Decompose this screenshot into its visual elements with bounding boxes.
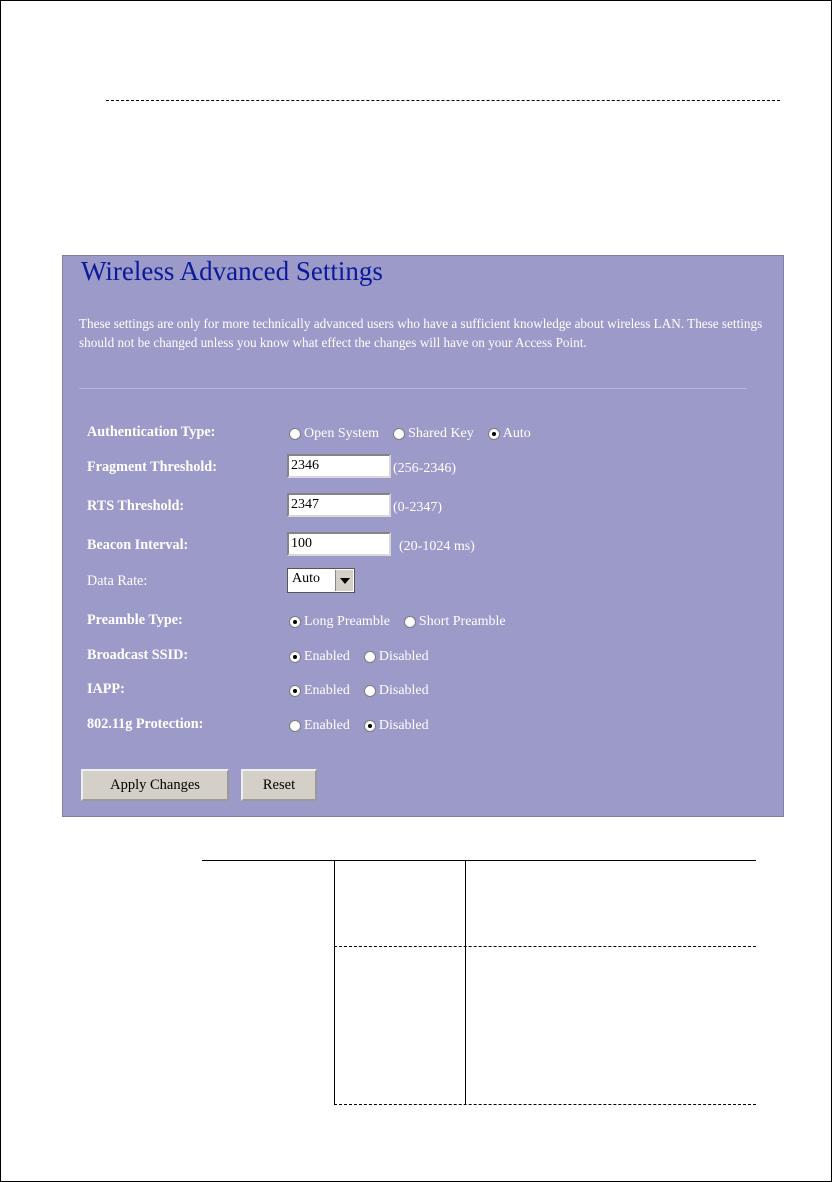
apply-changes-button[interactable]: Apply Changes	[81, 769, 229, 801]
rts-threshold-hint: (0-2347)	[393, 500, 442, 515]
data-rate-row	[63, 567, 783, 599]
radio-long-preamble[interactable]	[289, 616, 301, 628]
beacon-interval-hint: (20-1024 ms)	[399, 539, 475, 554]
data-rate-label: Data Rate:	[87, 573, 148, 589]
broadcast-ssid-radio-group	[289, 641, 443, 673]
auth-type-option-auto[interactable]	[488, 418, 531, 450]
table-left-border	[334, 860, 335, 1104]
auth-type-option-shared-key[interactable]	[393, 418, 474, 450]
radio-disabled[interactable]	[364, 685, 376, 697]
radio-disabled[interactable]	[364, 651, 376, 663]
auth-type-option-label: Auto	[502, 426, 531, 441]
preamble-type-row	[63, 606, 783, 638]
table-row-divider	[334, 946, 756, 947]
radio-enabled[interactable]	[289, 651, 301, 663]
header-divider	[106, 100, 780, 101]
rts-threshold-row	[63, 492, 783, 524]
radio-open-system[interactable]	[289, 428, 301, 440]
protection-option-label: Disabled	[378, 718, 429, 733]
protection-option-disabled[interactable]	[364, 710, 429, 742]
preamble-type-option-label: Long Preamble	[304, 614, 390, 629]
radio-enabled[interactable]	[289, 720, 301, 732]
beacon-interval-label: Beacon Interval:	[87, 537, 189, 553]
data-rate-select[interactable]	[287, 568, 355, 593]
iapp-option-label: Enabled	[304, 683, 350, 698]
table-bottom-rule	[334, 1104, 756, 1105]
beacon-interval-row	[63, 531, 783, 563]
protection-option-label: Enabled	[304, 718, 350, 733]
preamble-type-label: Preamble Type:	[87, 612, 183, 628]
panel-divider	[79, 388, 747, 389]
broadcast-ssid-option-enabled[interactable]	[289, 641, 350, 673]
fragment-threshold-input[interactable]	[287, 454, 391, 478]
iapp-radio-group	[289, 675, 443, 707]
protection-label: 802.11g Protection:	[87, 716, 204, 732]
preamble-type-option-short-preamble[interactable]	[404, 606, 506, 638]
radio-enabled[interactable]	[289, 685, 301, 697]
iapp-option-label: Disabled	[378, 683, 429, 698]
rts-threshold-input[interactable]	[287, 493, 391, 517]
auth-type-radio-group	[289, 418, 545, 450]
radio-disabled[interactable]	[364, 720, 376, 732]
iapp-row	[63, 675, 783, 707]
auth-type-label: Authentication Type:	[87, 424, 216, 440]
iapp-option-disabled[interactable]	[364, 675, 429, 707]
beacon-interval-input[interactable]	[287, 532, 391, 556]
iapp-option-enabled[interactable]	[289, 675, 350, 707]
iapp-label: IAPP:	[87, 681, 125, 697]
radio-short-preamble[interactable]	[404, 616, 416, 628]
broadcast-ssid-row	[63, 641, 783, 673]
wireless-advanced-settings-panel	[62, 255, 784, 817]
fragment-threshold-hint: (256-2346)	[393, 461, 456, 476]
chevron-down-icon[interactable]	[335, 570, 353, 591]
rts-threshold-label: RTS Threshold:	[87, 498, 185, 514]
broadcast-ssid-option-label: Disabled	[378, 649, 429, 664]
fragment-threshold-label: Fragment Threshold:	[87, 459, 217, 475]
auth-type-option-label: Open System	[304, 426, 380, 441]
data-rate-value: Auto	[292, 571, 320, 586]
radio-auto[interactable]	[488, 428, 500, 440]
preamble-type-radio-group	[289, 606, 520, 638]
broadcast-ssid-option-label: Enabled	[304, 649, 350, 664]
auth-type-option-label: Shared Key	[408, 426, 474, 441]
reset-button[interactable]: Reset	[241, 769, 317, 801]
broadcast-ssid-label: Broadcast SSID:	[87, 647, 189, 663]
preamble-type-option-long-preamble[interactable]	[289, 606, 390, 638]
protection-option-enabled[interactable]	[289, 710, 350, 742]
auth-type-option-open-system[interactable]	[289, 418, 379, 450]
table-column-divider	[465, 860, 466, 1104]
broadcast-ssid-option-disabled[interactable]	[364, 641, 429, 673]
preamble-type-option-label: Short Preamble	[418, 614, 506, 629]
page-description: These settings are only for more technically advanced users who have a sufficient knowledge about wireless LAN. These settings should not be changed unless you know what effect the changes will have on your Access Point.	[79, 316, 763, 350]
radio-shared-key[interactable]	[393, 428, 405, 440]
auth-type-row	[63, 418, 783, 450]
page-title: Wireless Advanced Settings	[81, 256, 383, 286]
fragment-threshold-row	[63, 453, 783, 485]
table-top-rule	[202, 860, 756, 861]
protection-row	[63, 710, 783, 742]
protection-radio-group	[289, 710, 443, 742]
